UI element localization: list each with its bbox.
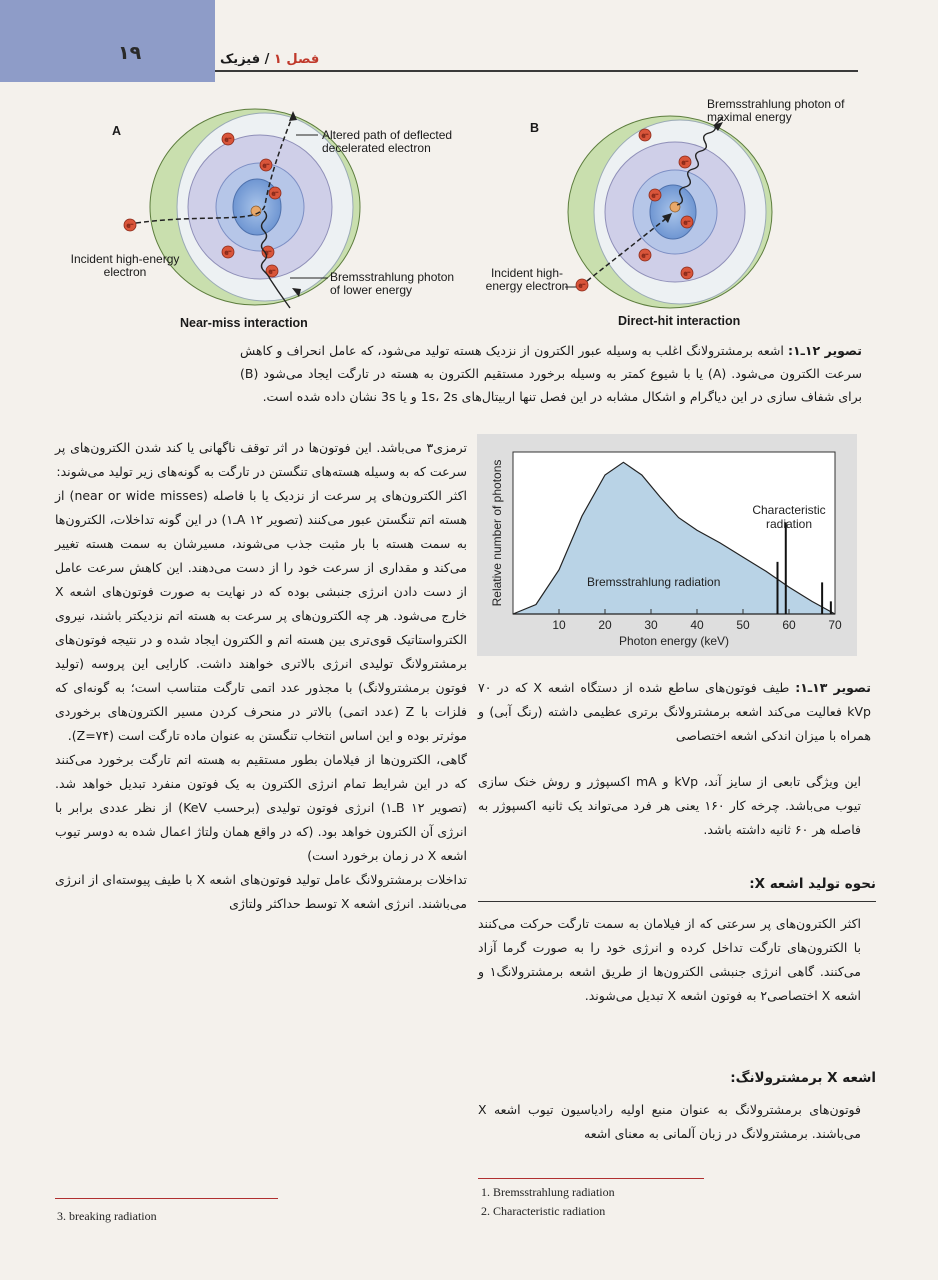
label-altered-path: Altered path of deflected decelerated electron xyxy=(322,128,453,155)
electron-symbol: e⁻ xyxy=(651,192,659,200)
footnote-3: 3. breaking radiation xyxy=(57,1209,157,1223)
x-tick-label: 70 xyxy=(828,618,842,632)
right-para-duty-cycle: این ویژگی تابعی از سایز آند، kVp و mA اکسپوژر و روش خنک سازی تیوب می‌باشد. چرخه کار ۱۶۰ یعنی هر فرد می‌تواند یک ثانیه اکسپوژر به فاصله هر ۶۰ ثانیه داشته باشد. xyxy=(478,774,861,837)
electron-symbol: e⁻ xyxy=(578,282,586,290)
electron-symbol: e⁻ xyxy=(262,162,270,170)
section-heading-bremsstrahlung: اشعه X برمشترولانگ: xyxy=(730,1070,876,1086)
caption2-lead: تصویر ۱۳ـ۱: xyxy=(795,680,871,695)
x-tick-label: 60 xyxy=(782,618,796,632)
footnote-2: 2. Characteristic radiation xyxy=(481,1204,606,1218)
label-incident-electron-b: Incident high-energy electron xyxy=(485,266,569,293)
figure-b xyxy=(475,95,865,340)
x-tick-label: 20 xyxy=(598,618,612,632)
caption1-text: اشعه برمشترولانگ اغلب به وسیله عبور الکترون از نزدیک هسته تولید می‌شود، که عامل انحراف و کاهش سرعت الکترون می‌شود. (A) یا با شیوع کمتر به وسیله برخورد مستقیم الکترون به هسته در تارگت ایجاد می‌شود (B) برای شفاف سازی در این دیاگرام و اشکال مشابه در این فصل تنها اربیتال‌های 1s، 2s و یا 3s نشان داده شده است. xyxy=(240,343,862,404)
header-color-block xyxy=(0,0,215,82)
nucleus-core-b xyxy=(670,202,680,212)
label-bremsstrahlung-b: Bremsstrahlung photon of maximal energy xyxy=(707,97,845,124)
left-para-2: اکثر الکترون‌های پر سرعت از نزدیک یا با فاصله (near or wide misses) از هسته اتم تنگستن عبور می‌کنند (تصویر A ۱۲ـ۱) در این گونه تداخلات، الکترون‌ها به سمت هسته با بار مثبت جذب می‌شوند، مسیرشان به سمت هسته تغییر می‌کند و مقداری از سرعت خود را از دست می‌دهند. این کاهش سرعت عامل از دست دادن انرژی جنبشی بوده که در نهایت به صورت فوتون‌های اشعه X خارج می‌شود. هر چه الکترون‌های پر سرعت به هسته اتم نزدیکتر باشند، نیروی الکترواستاتیک قوی‌تری بین هسته اتم و الکترون ایجاد شده و در نتیجه فوتون‌های برمشترولانگ تولیدی انرژی بالاتری خواهند داشت. کارایی این پروسه (تولید فوتون برمشترولانگ) با مجذور عدد اتمی تارگت متناسب است؛ به گونه‌ای که فلزات با Z (عدد اتمی) بالاتر در منحرف کردن مسیر الکترون‌های برخوردی موثرتر بوده و این اساس انتخاب تنگستن به عنوان ماده تارگت است (Z=۷۴). xyxy=(55,488,467,743)
electron-symbol: e⁻ xyxy=(268,268,276,276)
footnote-1: 1. Bremsstrahlung radiation xyxy=(481,1185,615,1199)
electron-symbol: e⁻ xyxy=(224,136,232,144)
x-tick-label: 10 xyxy=(552,618,566,632)
section-rule xyxy=(478,901,876,902)
footnote-rule-left xyxy=(55,1198,278,1199)
figure-a xyxy=(60,95,470,340)
left-column xyxy=(55,436,467,916)
spectrum-chart xyxy=(477,434,857,656)
electron-symbol: e⁻ xyxy=(641,252,649,260)
header-rule xyxy=(215,70,858,72)
x-tick-label: 50 xyxy=(736,618,750,632)
chapter-separator: / xyxy=(260,52,274,67)
footnote-rule-right xyxy=(478,1178,704,1179)
spectrum-chart-box xyxy=(477,434,857,656)
label-incident-electron-a: Incident high-energy electron xyxy=(70,252,180,279)
right-para-production: اکثر الکترون‌های پر سرعتی که از فیلامان به سمت تارگت حرکت می‌کنند با الکترون‌های تارگت تداخل کرده و انرژی خود را به صورت گرما آزاد می‌کنند. گاهی انرژی جنبشی الکترون‌ها از طریق اشعه برمشترولانگ۱ و اشعه X اختصاصی۲ به فوتون اشعه X تبدیل می‌شوند. xyxy=(478,916,861,1003)
figure-a-letter: A xyxy=(112,124,122,138)
chapter-header xyxy=(220,52,319,67)
right-para-bremsstrahlung: فوتون‌های برمشترولانگ به عنوان منبع اولیه رادیاسیون تیوب اشعه X می‌باشند. برمشترولانگ در زبان آلمانی به معنای اشعه xyxy=(478,1102,861,1141)
label-bremsstrahlung-a: Bremsstrahlung photon of lower energy xyxy=(330,270,455,297)
left-para-1: ترمزی۳ می‌باشد. این فوتون‌ها در اثر توقف ناگهانی یا کند شدن الکترون‌های پر سرعت که به وسیله هسته‌های تنگستن در تارگت به گونه‌های زیر تولید می‌شوند: xyxy=(55,440,467,479)
caption2-text: طیف فوتون‌های ساطع شده از دستگاه اشعه X که در ۷۰ kVp فعالیت می‌کند اشعه برمشترولانگ برتری عظیمی داشته (رنگ آبی) و همراه با میزان اندکی اشعه اختصاصی xyxy=(478,680,871,743)
left-para-3: گاهی، الکترون‌ها از فیلامان بطور مستقیم به هسته اتم تارگت برخورد می‌کنند که در این شرایط تمام انرژی الکترون به یک فوتون منفرد تبدیل خواهد شد. (تصویر B ۱۲ـ۱) انرژی فوتون تولیدی (برحسب KeV) از نظر عددی برابر با انرژی آن الکترون خواهد بود. (که در واقع همان ولتاژ اعمال شده به دوسر تیوب اشعه X در زمان برخورد است) xyxy=(55,752,467,863)
figure-13-caption xyxy=(478,676,871,748)
x-axis-label: Photon energy (keV) xyxy=(618,634,730,648)
electron-symbol: e⁻ xyxy=(681,159,689,167)
chapter-title: فیزیک xyxy=(220,52,261,67)
section-heading-xray-production: نحوه تولید اشعه X: xyxy=(749,876,876,892)
page-number: ۱۹ xyxy=(118,42,142,64)
caption1-lead: تصویر ۱۲ـ۱: xyxy=(787,343,862,358)
electron-symbol: e⁻ xyxy=(683,219,691,227)
figure-a-title: Near-miss interaction xyxy=(180,316,308,330)
electron-symbol: e⁻ xyxy=(641,132,649,140)
y-axis-label: Relative number of photons xyxy=(490,459,504,607)
figure-b-letter: B xyxy=(530,121,540,135)
bremsstrahlung-series-label: Bremsstrahlung radiation xyxy=(587,575,721,589)
chapter-number: فصل ۱ xyxy=(273,52,320,67)
characteristic-series-label: Characteristic radiation xyxy=(752,503,826,531)
electron-symbol: e⁻ xyxy=(224,249,232,257)
electron-symbol: e⁻ xyxy=(264,249,272,257)
electron-symbol: e⁻ xyxy=(683,270,691,278)
left-para-4: تداخلات برمشترولانگ عامل تولید فوتون‌های اشعه X با طیف پیوسته‌ای از انرژی می‌باشند. انرژی اشعه X توسط حداکثر ولتاژی xyxy=(55,872,468,911)
x-tick-label: 30 xyxy=(644,618,658,632)
electron-symbol: e⁻ xyxy=(126,222,134,230)
figure-b-title: Direct-hit interaction xyxy=(618,314,741,328)
electron-symbol: e⁻ xyxy=(271,190,279,198)
figure-12-caption xyxy=(240,339,862,408)
x-tick-label: 40 xyxy=(690,618,704,632)
